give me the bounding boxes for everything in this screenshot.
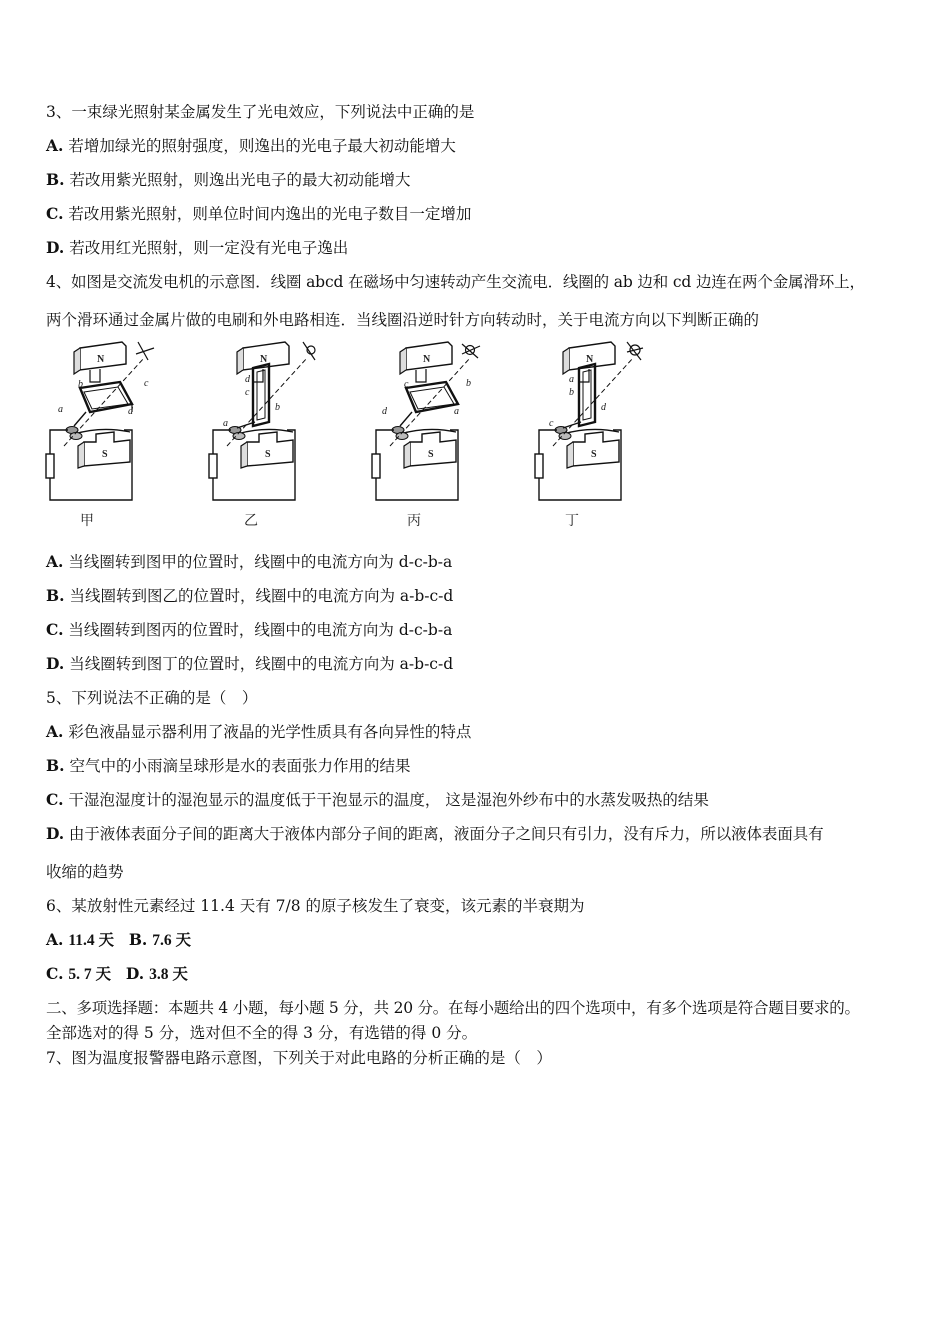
q3-stem: 3、一束绿光照射某金属发生了光电效应，下列说法中正确的是 <box>46 103 475 121</box>
q4-stem-line2: 两个滑环通过金属片做的电刷和外电路相连．当线圈沿逆时针方向转动时，关于电流方向以下判断正确的 <box>46 311 760 329</box>
q3-option-d <box>46 238 348 258</box>
panel-caption: 甲 <box>80 513 94 529</box>
svg-text:d: d <box>128 406 133 417</box>
q4-option-a <box>46 552 452 572</box>
option-text: 11.4 天 <box>68 932 115 949</box>
pole-s-label: S <box>265 449 271 460</box>
option-letter: B. <box>128 930 148 949</box>
panel-jia <box>46 342 154 500</box>
q5-option-a <box>46 722 471 742</box>
panel-bing <box>372 342 480 500</box>
option-letter: C. <box>46 620 64 639</box>
option-text: 若改用紫光照射，则逸出光电子的最大初动能增大 <box>69 171 411 189</box>
panel-caption: 乙 <box>244 513 258 529</box>
svg-text:b: b <box>78 379 83 390</box>
svg-text:a: a <box>569 374 574 385</box>
option-letter: A. <box>46 552 64 571</box>
q5-option-d-continued: 收缩的趋势 <box>46 863 124 881</box>
q4-option-d <box>46 654 453 674</box>
q6-options-row1 <box>46 930 191 951</box>
option-letter: A. <box>46 136 64 155</box>
option-text: 若改用红光照射，则一定没有光电子逸出 <box>69 239 349 257</box>
svg-text:d: d <box>601 402 606 413</box>
pole-s-label: S <box>591 449 597 460</box>
option-letter: C. <box>46 204 64 223</box>
option-text: 若增加绿光的照射强度，则逸出的光电子最大初动能增大 <box>68 137 456 155</box>
option-letter: B. <box>46 170 65 189</box>
option-letter: D. <box>46 824 65 843</box>
q3-option-a <box>46 136 456 156</box>
option-text: 当线圈转到图丙的位置时，线圈中的电流方向为 d-c-b-a <box>68 621 453 639</box>
q4-option-b <box>46 586 453 606</box>
q3-option-c <box>46 204 471 224</box>
q5-option-d <box>46 824 824 844</box>
panel-ding <box>535 342 643 500</box>
section2-heading-line2: 全部选对的得 5 分，选对但不全的得 3 分，有选错的得 0 分。 <box>46 1024 478 1042</box>
option-text: 当线圈转到图丁的位置时，线圈中的电流方向为 a-b-c-d <box>69 655 454 673</box>
pole-s-label: S <box>428 449 434 460</box>
option-letter: C. <box>46 790 64 809</box>
option-letter: B. <box>46 756 65 775</box>
svg-text:b: b <box>569 387 574 398</box>
q6-stem: 6、某放射性元素经过 11.4 天有 7/8 的原子核发生了衰变，该元素的半衰期为 <box>46 897 585 915</box>
svg-text:c: c <box>245 387 250 398</box>
option-text: 空气中的小雨滴呈球形是水的表面张力作用的结果 <box>69 757 411 775</box>
pole-n-label: N <box>97 354 105 365</box>
svg-text:c: c <box>404 379 409 390</box>
q7-stem: 7、图为温度报警器电路示意图，下列关于对此电路的分析正确的是（ ） <box>46 1049 552 1067</box>
q4-option-c <box>46 620 452 640</box>
svg-text:a: a <box>223 418 228 429</box>
panel-yi <box>209 342 315 500</box>
option-text: 干湿泡湿度计的湿泡显示的温度低于干泡显示的温度， 这是湿泡外纱布中的水蒸发吸热的结果 <box>68 791 709 809</box>
option-text: 7.6 天 <box>152 932 192 949</box>
svg-text:b: b <box>275 402 280 413</box>
option-text: 若改用紫光照射，则单位时间内逸出的光电子数目一定增加 <box>68 205 472 223</box>
option-text: 彩色液晶显示器利用了液晶的光学性质具有各向异性的特点 <box>68 723 472 741</box>
q5-stem: 5、下列说法不正确的是（ ） <box>46 689 258 707</box>
svg-text:a: a <box>58 404 63 415</box>
option-letter: D. <box>46 238 65 257</box>
option-letter: A. <box>46 722 64 741</box>
panel-caption: 丁 <box>565 513 579 529</box>
svg-text:d: d <box>382 406 387 417</box>
option-letter: D. <box>125 964 145 983</box>
svg-text:a: a <box>454 406 459 417</box>
pole-n-label: N <box>423 354 431 365</box>
section2-heading-line1: 二、多项选择题：本题共 4 小题，每小题 5 分，共 20 分。在每小题给出的四个选项中，有多个选项是符合题目要求的。 <box>46 999 860 1017</box>
option-text: 5. 7 天 <box>68 966 112 983</box>
q3-option-b <box>46 170 410 190</box>
option-text: 由于液体表面分子间的距离大于液体内部分子间的距离，液面分子之间只有引力，没有斥力，所以液体表面具有 <box>68 825 824 843</box>
panel-caption: 丙 <box>407 513 421 529</box>
pole-n-label: N <box>260 354 268 365</box>
svg-text:d: d <box>245 374 250 385</box>
option-text: 3.8 天 <box>149 966 188 983</box>
generator-figure <box>40 338 660 533</box>
svg-text:b: b <box>466 378 471 389</box>
option-letter: A. <box>46 930 64 949</box>
svg-text:c: c <box>549 418 554 429</box>
option-letter: C. <box>46 964 64 983</box>
option-letter: D. <box>46 654 65 673</box>
option-text: 当线圈转到图乙的位置时，线圈中的电流方向为 a-b-c-d <box>69 587 454 605</box>
option-text: 当线圈转到图甲的位置时，线圈中的电流方向为 d-c-b-a <box>68 553 453 571</box>
q5-option-b <box>46 756 410 776</box>
pole-n-label: N <box>586 354 594 365</box>
pole-s-label: S <box>102 449 108 460</box>
q4-stem-line1: 4、如图是交流发电机的示意图．线圈 abcd 在磁场中匀速转动产生交流电．线圈的 ab 边和 cd 边连在两个金属滑环上， <box>46 273 865 291</box>
q6-options-row2 <box>46 964 188 985</box>
q5-option-c <box>46 790 709 810</box>
svg-text:c: c <box>144 378 149 389</box>
option-letter: B. <box>46 586 65 605</box>
